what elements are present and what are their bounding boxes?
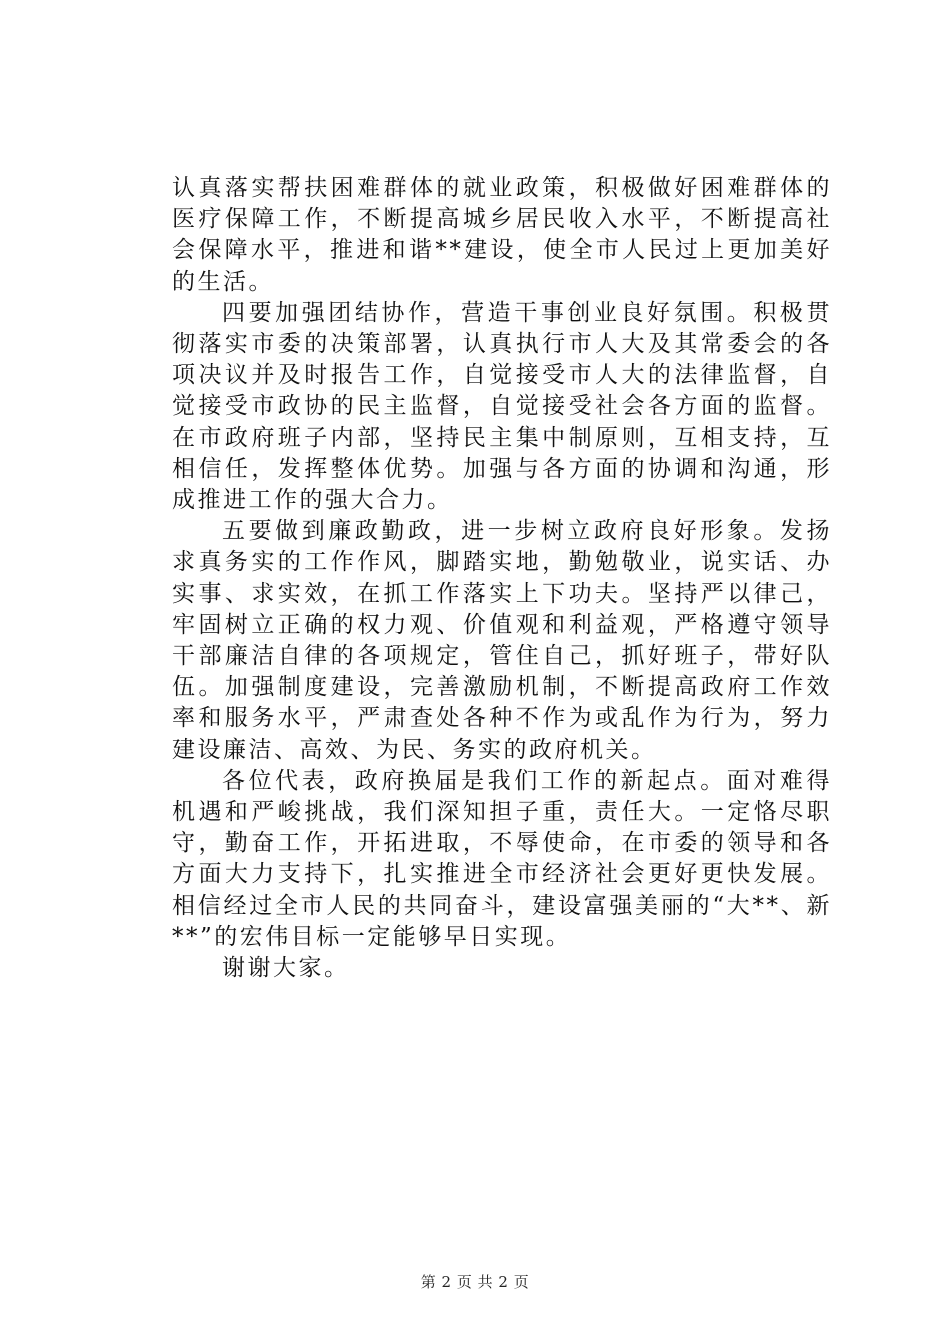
page-number-footer: 第 2 页 共 2 页 (420, 1273, 530, 1291)
paragraph-unity-cooperation: 四要加强团结协作，营造干事创业良好氛围。积极贯彻落实市委的决策部署，认真执行市人大及其常委会的各项决议并及时报告工作，自觉接受市人大的法律监督，自觉接受市政协的民主监督，自觉接受社会各方面的监督。在市政府班子内部，坚持民主集中制原则，互相支持，互相信任，发挥整体优势。加强与各方面的协调和沟通，形成推进工作的强大合力。 (172, 299, 832, 514)
paragraph-thanks: 谢谢大家。 (222, 955, 350, 982)
paragraph-closing-remarks: 各位代表，政府换届是我们工作的新起点。面对难得机遇和严峻挑战，我们深知担子重，责任大。一定恪尽职守，勤奋工作，开拓进取，不辱使命，在市委的领导和各方面大力支持下，扎实推进全市经济社会更好更快发展。相信经过全市人民的共同奋斗，建设富强美丽的“大**、新**”的宏伟目标一定能够早日实现。 (172, 767, 832, 950)
document-body (172, 173, 832, 984)
paragraph-continuation: 认真落实帮扶困难群体的就业政策，积极做好困难群体的医疗保障工作，不断提高城乡居民收入水平，不断提高社会保障水平，推进和谐**建设，使全市人民过上更加美好的生活。 (172, 175, 832, 295)
paragraph-clean-government: 五要做到廉政勤政，进一步树立政府良好形象。发扬求真务实的工作作风，脚踏实地，勤勉敬业，说实话、办实事、求实效，在抓工作落实上下功夫。坚持严以律己，牢固树立正确的权力观、价值观和利益观，严格遵守领导干部廉洁自律的各项规定，管住自己，抓好班子，带好队伍。加强制度建设，完善激励机制，不断提高政府工作效率和服务水平，严肃查处各种不作为或乱作为行为，努力建设廉洁、高效、为民、务实的政府机关。 (172, 518, 832, 763)
